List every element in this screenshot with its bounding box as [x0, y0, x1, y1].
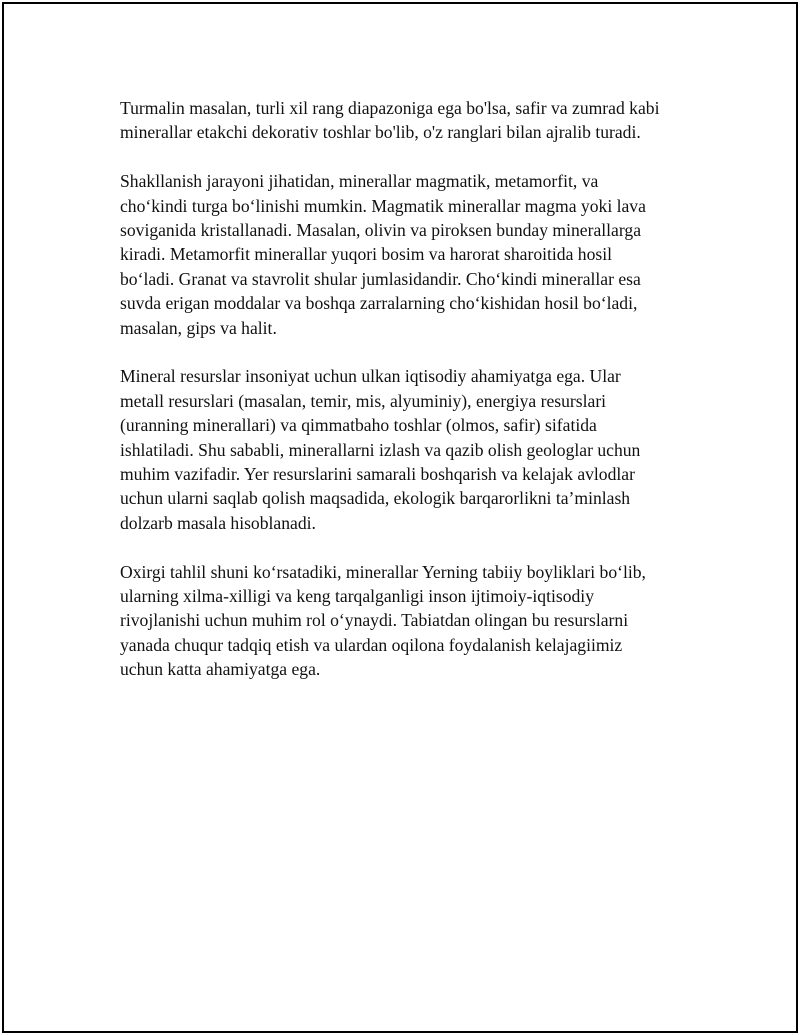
paragraph-1: Turmalin masalan, turli xil rang diapazoniga ega bo'lsa, safir va zumrad kabi minerallar etakchi dekorativ toshlar bo'lib, o'z ranglari bilan ajralib turadi. [120, 98, 660, 143]
paragraph-3: Mineral resurslar insoniyat uchun ulkan iqtisodiy ahamiyatga ega. Ular metall resurslari (masalan, temir, mis, alyuminiy), energiya resurslari (uranning minerallari) va qimmatbaho toshlar (olmos, safir) sifatida ishlatiladi. Shu sababli, minerallarni izlash va qazib olish geologlar uchun muhim vazifadir. Yer resurslarini samarali boshqarish va kelajak avlodlar uchun ularni saqlab qolish maqsadida, ekologik barqarorlikni ta’minlash dolzarb masala hisoblanadi. [120, 366, 641, 533]
paragraph-4: Oxirgi tahlil shuni ko‘rsatadiki, minerallar Yerning tabiiy boyliklari bo‘lib, ularning xilma-xilligi va keng tarqalganligi inson ijtimoiy-iqtisodiy rivojlanishi uchun muhim rol o‘ynaydi. Tabiatdan olingan bu resurslarni yanada chuqur tadqiq etish va ulardan oqilona foydalanish kelajagiimiz uchun katta ahamiyatga ega. [120, 561, 646, 680]
paragraph-2: Shakllanish jarayoni jihatidan, minerallar magmatik, metamorfit, va cho‘kindi turga bo‘linishi mumkin. Magmatik minerallar magma yoki lava soviganida kristallanadi. Masalan, olivin va piroksen bunday minerallarga kiradi. Metamorfit minerallar yuqori bosim va harorat sharoitida hosil bo‘ladi. Granat va stavrolit shular jumlasidandir. Cho‘kindi minerallar esa suvda erigan moddalar va boshqa zarralarning cho‘kishidan hosil bo‘ladi, masalan, gips va halit. [120, 171, 646, 338]
document-body [120, 96, 696, 706]
document-page [2, 2, 798, 1033]
